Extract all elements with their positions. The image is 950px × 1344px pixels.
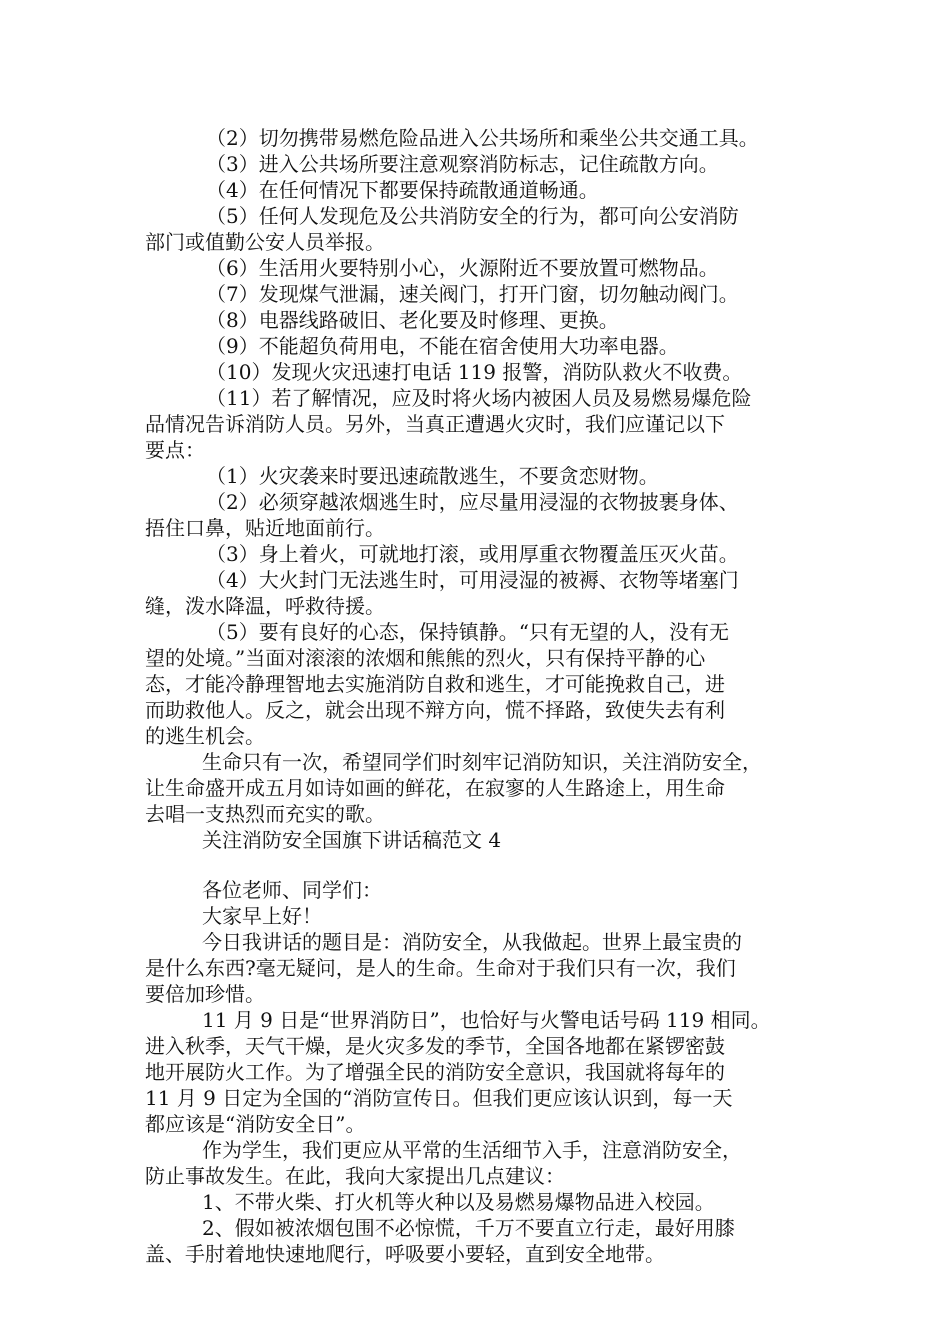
paragraph-line: 品情况告诉消防人员。另外，当真正遭遇火灾时，我们应谨记以下 (145, 412, 725, 436)
paragraph-line: （6）生活用火要特别小心，火源附近不要放置可燃物品。 (206, 256, 719, 280)
paragraph-line: （9）不能超负荷用电，不能在宿舍使用大功率电器。 (206, 334, 679, 358)
paragraph-line: 部门或值勤公安人员举报。 (145, 230, 385, 254)
paragraph-line: 都应该是“消防安全日”。 (145, 1112, 366, 1136)
paragraph-line: （11）若了解情况，应及时将火场内被困人员及易燃易爆危险 (206, 386, 752, 410)
paragraph-line: （4）在任何情况下都要保持疏散通道畅通。 (206, 178, 599, 202)
greeting-line: 大家早上好！ (202, 904, 322, 928)
paragraph-line: （2）必须穿越浓烟逃生时，应尽量用浸湿的衣物披裹身体、 (206, 490, 739, 514)
paragraph-line: 捂住口鼻，贴近地面前行。 (145, 516, 385, 540)
paragraph-line: 是什么东西?毫无疑问，是人的生命。生命对于我们只有一次，我们 (145, 956, 736, 980)
paragraph-line: （8）电器线路破旧、老化要及时修理、更换。 (206, 308, 619, 332)
paragraph-line: 11 月 9 日是“世界消防日”，也恰好与火警电话号码 119 相同。 (202, 1008, 771, 1032)
paragraph-line: 1、不带火柴、打火机等火种以及易燃易爆物品进入校园。 (202, 1190, 715, 1214)
paragraph-line: （7）发现煤气泄漏，速关阀门，打开门窗，切勿触动阀门。 (206, 282, 739, 306)
paragraph-line: 要点： (145, 438, 205, 462)
paragraph-line: 地开展防火工作。为了增强全民的消防安全意识，我国就将每年的 (145, 1060, 725, 1084)
paragraph-line: （5）任何人发现危及公共消防安全的行为，都可向公安消防 (206, 204, 739, 228)
section-title: 关注消防安全国旗下讲话稿范文 4 (202, 828, 502, 852)
paragraph-line: （5）要有良好的心态，保持镇静。“只有无望的人，没有无 (206, 620, 729, 644)
paragraph-line: 去唱一支热烈而充实的歌。 (145, 802, 385, 826)
paragraph-line: 盖、手肘着地快速地爬行，呼吸要小要轻，直到安全地带。 (145, 1242, 665, 1266)
paragraph-line: （2）切勿携带易燃危险品进入公共场所和乘坐公共交通工具。 (206, 126, 759, 150)
paragraph-line: 生命只有一次，希望同学们时刻牢记消防知识，关注消防安全， (202, 750, 762, 774)
salutation-line: 各位老师、同学们： (202, 878, 382, 902)
paragraph-line: 态，才能冷静理智地去实施消防自救和逃生，才可能挽救自己，进 (145, 672, 725, 696)
paragraph-line: 的逃生机会。 (145, 724, 265, 748)
paragraph-line: 让生命盛开成五月如诗如画的鲜花，在寂寥的人生路途上，用生命 (145, 776, 725, 800)
paragraph-line: （3）身上着火，可就地打滚，或用厚重衣物覆盖压灭火苗。 (206, 542, 739, 566)
paragraph-line: （3）进入公共场所要注意观察消防标志，记住疏散方向。 (206, 152, 719, 176)
paragraph-line: 今日我讲话的题目是：消防安全，从我做起。世界上最宝贵的 (202, 930, 742, 954)
paragraph-line: 望的处境。”当面对滚滚的浓烟和熊熊的烈火，只有保持平静的心 (145, 646, 706, 670)
paragraph-line: 2、假如被浓烟包围不必惊慌，千万不要直立行走，最好用膝 (202, 1216, 735, 1240)
paragraph-line: （1）火灾袭来时要迅速疏散逃生，不要贪恋财物。 (206, 464, 659, 488)
paragraph-line: 11 月 9 日定为全国的“消防宣传日。但我们更应该认识到，每一天 (145, 1086, 733, 1110)
paragraph-line: 作为学生，我们更应从平常的生活细节入手，注意消防安全， (202, 1138, 742, 1162)
paragraph-line: （10）发现火灾迅速打电话 119 报警，消防队救火不收费。 (206, 360, 743, 384)
paragraph-line: 要倍加珍惜。 (145, 982, 265, 1006)
paragraph-line: （4）大火封门无法逃生时，可用浸湿的被褥、衣物等堵塞门 (206, 568, 739, 592)
paragraph-line: 进入秋季，天气干燥，是火灾多发的季节，全国各地都在紧锣密鼓 (145, 1034, 725, 1058)
paragraph-line: 防止事故发生。在此，我向大家提出几点建议： (145, 1164, 565, 1188)
paragraph-line: 而助救他人。反之，就会出现不辩方向，慌不择路，致使失去有利 (145, 698, 725, 722)
paragraph-line: 缝，泼水降温，呼救待援。 (145, 594, 385, 618)
